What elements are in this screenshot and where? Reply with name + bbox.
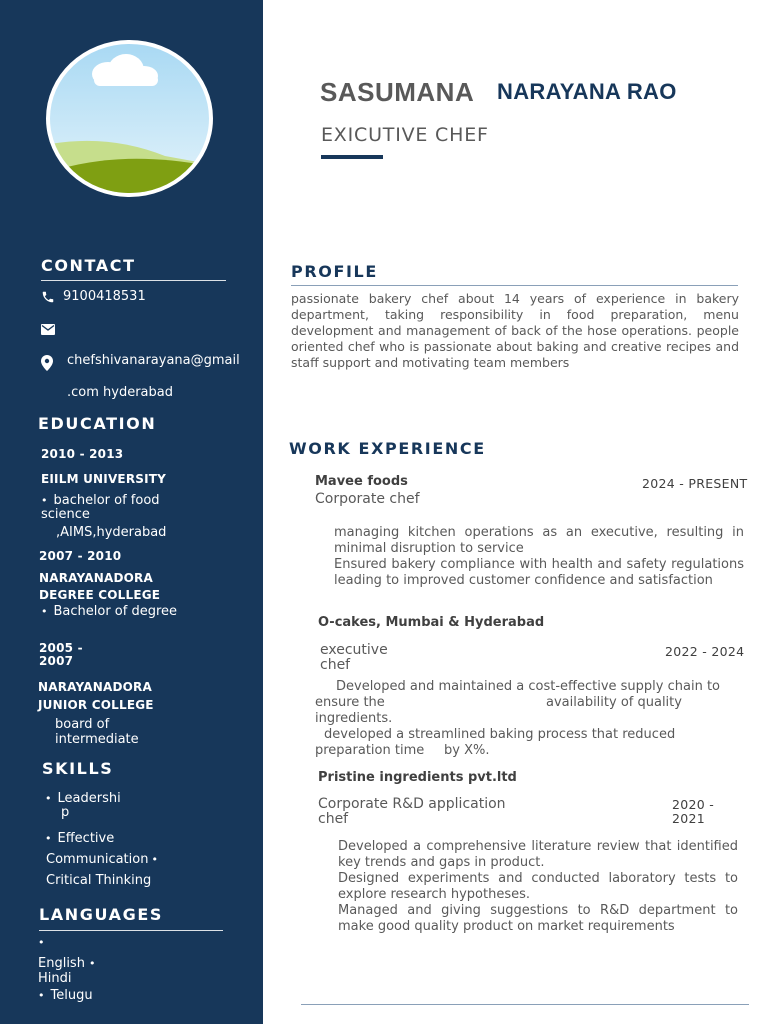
- language-item: English •: [38, 956, 96, 971]
- education-degree: • Bachelor of degree: [41, 604, 177, 619]
- language-item: • Telugu: [38, 988, 93, 1003]
- skill-item: • Effective: [45, 831, 114, 846]
- job-position: executive: [320, 642, 388, 658]
- education-degree-line2: intermediate: [55, 732, 139, 747]
- education-degree: • bachelor of food: [41, 493, 160, 508]
- email-address: chefshivanarayana@gmail: [67, 353, 240, 368]
- work-experience-heading: WORK EXPERIENCE: [289, 439, 486, 458]
- education-school: NARAYANADORA: [39, 571, 153, 585]
- education-years: 2005 -: [39, 641, 83, 655]
- job-description-line: availability of quality: [546, 695, 682, 710]
- job-dates: 2024 - PRESENT: [642, 476, 748, 491]
- education-degree-line3: ,AIMS,hyderabad: [56, 525, 167, 540]
- job-position: Corporate R&D application: [318, 796, 506, 812]
- profile-heading: PROFILE: [291, 262, 378, 281]
- company-name: O-cakes, Mumbai & Hyderabad: [318, 615, 545, 630]
- skill-item: Communication •: [46, 852, 158, 867]
- language-item: Hindi: [38, 971, 72, 986]
- job-dates: 2022 - 2024: [665, 644, 745, 659]
- education-school: EIILM UNIVERSITY: [41, 472, 167, 486]
- job-description-line: Managed and giving suggestions to R&D department to make good quality product on market requirements: [338, 903, 738, 934]
- bullet-marker: •: [38, 936, 45, 949]
- job-description-line: by X%.: [444, 743, 490, 758]
- profile-summary: passionate bakery chef about 14 years of experience in bakery department, taking responsibility in food preparation, menu development and management of back of the hose operations. people oriented chef who is passionate about baking and creative recipes and staff support and motivating team members: [291, 291, 739, 370]
- education-school: NARAYANADORA: [38, 680, 152, 694]
- job-description: [334, 525, 744, 589]
- job-position-line2: chef: [320, 657, 351, 673]
- education-degree: board of: [55, 717, 110, 732]
- job-dates-line2: 2021: [672, 811, 706, 826]
- location-pin-icon: [41, 355, 53, 371]
- job-position: Corporate chef: [315, 491, 420, 507]
- job-dates: 2020 -: [672, 797, 715, 812]
- education-heading: EDUCATION: [38, 414, 157, 433]
- job-position-line2: chef: [318, 811, 349, 827]
- company-name: Pristine ingredients pvt.ltd: [318, 770, 517, 785]
- phone-icon: [41, 289, 55, 303]
- education-school-line2: DEGREE COLLEGE: [39, 588, 161, 602]
- contact-divider: [41, 280, 226, 281]
- phone-number: 9100418531: [63, 289, 146, 304]
- email-icon: [41, 320, 55, 331]
- education-degree-line2: science: [41, 507, 90, 522]
- skills-heading: SKILLS: [42, 759, 114, 778]
- education-years: 2007 - 2010: [39, 549, 122, 563]
- footer-divider: [301, 1004, 749, 1005]
- job-description-line: developed a streamlined baking process that reduced: [324, 727, 676, 742]
- profile-photo-placeholder: [46, 40, 213, 197]
- job-description-line: Designed experiments and conducted laboratory tests to explore research hypotheses.: [338, 871, 738, 902]
- company-name: Mavee foods: [315, 474, 408, 489]
- languages-heading: LANGUAGES: [39, 905, 163, 924]
- sidebar: [0, 0, 263, 1024]
- job-title: EXICUTIVE CHEF: [321, 124, 489, 146]
- job-description-line: ingredients.: [315, 711, 393, 726]
- skill-item: Critical Thinking: [46, 873, 152, 888]
- main-content: [263, 0, 768, 1024]
- job-description: [338, 839, 738, 935]
- last-name: NARAYANA RAO: [497, 79, 677, 104]
- job-description-line: managing kitchen operations as an executive, resulting in minimal disruption to service: [334, 525, 744, 556]
- contact-heading: CONTACT: [41, 256, 136, 275]
- job-description-line: ensure the: [315, 695, 385, 710]
- first-name: SASUMANA: [320, 77, 475, 107]
- skill-item: • Leadershi: [45, 791, 121, 806]
- job-description-line: Developed a comprehensive literature review that identified key trends and gaps in product.: [338, 839, 738, 870]
- education-years-line2: 2007: [39, 654, 74, 668]
- job-description-line: Developed and maintained a cost-effective supply chain to: [336, 679, 721, 694]
- skill-item-continued: p: [61, 805, 70, 820]
- title-accent-bar: [321, 155, 383, 159]
- profile-divider: [291, 285, 738, 286]
- job-description-line: preparation time: [315, 743, 425, 758]
- education-school-line2: JUNIOR COLLEGE: [38, 698, 154, 712]
- email-address-continued: .com hyderabad: [67, 385, 173, 400]
- job-description-line: Ensured bakery compliance with health and safety regulations leading to improved customer confidence and satisfaction: [334, 557, 744, 588]
- education-years: 2010 - 2013: [41, 447, 124, 461]
- languages-divider: [39, 930, 223, 931]
